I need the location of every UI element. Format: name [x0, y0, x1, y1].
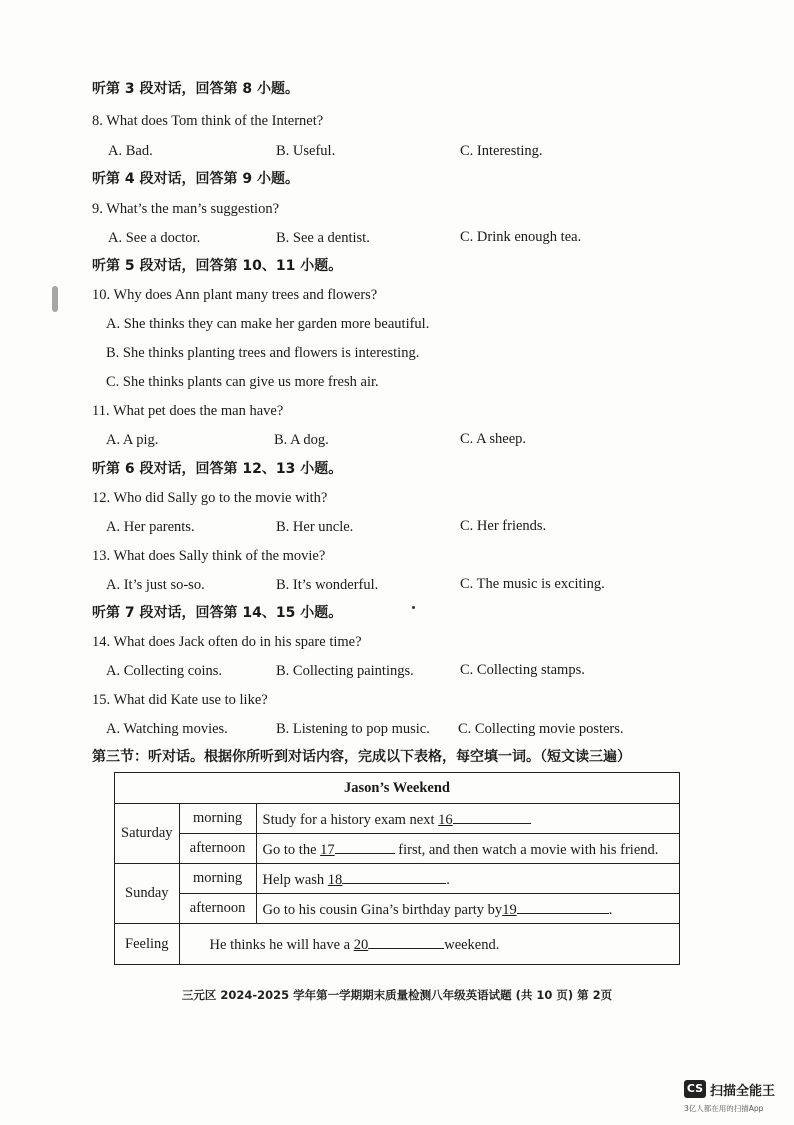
q11-option-b: B. A dog.: [274, 432, 329, 448]
sunday-afternoon-label: afternoon: [179, 894, 256, 924]
question-8: 8. What does Tom think of the Internet?: [92, 113, 324, 129]
question-10: 10. Why does Ann plant many trees and flowers?: [92, 287, 378, 303]
row-17-pre: Go to the: [262, 841, 317, 858]
question-15: 15. What did Kate use to like?: [92, 692, 268, 708]
section-heading-4: 听第 4 段对话，回答第 9 小题。: [92, 171, 299, 187]
row-17: [256, 834, 679, 864]
row-19-end: .: [608, 901, 613, 918]
q8-option-b: B. Useful.: [276, 143, 336, 159]
row-19: [256, 894, 679, 924]
q11-option-c: C. A sheep.: [460, 431, 527, 447]
page-footer: 三元区 2024-2025 学年第一学期期末质量检测八年级英语试题 (共 10 页) 第 2页: [181, 988, 613, 1002]
watermark-title: 扫描全能王: [710, 1084, 776, 1099]
row-20: [179, 924, 679, 965]
question-13: 13. What does Sally think of the movie?: [92, 548, 326, 564]
question-9: 9. What’s the man’s suggestion?: [92, 201, 279, 217]
q11-option-a: A. A pig.: [106, 432, 159, 448]
question-12: 12. Who did Sally go to the movie with?: [92, 490, 328, 506]
scan-smudge: [52, 286, 58, 312]
section-heading-part3: 第三节：听对话。根据你所听到对话内容，完成以下表格，每空填一词。（短文读三遍）: [92, 749, 631, 765]
section-heading-5: 听第 5 段对话，回答第 10、11 小题。: [92, 258, 343, 274]
q13-option-a: A. It’s just so-so.: [106, 577, 205, 593]
saturday-morning-label: morning: [179, 804, 256, 834]
row-18-text: Help wash: [262, 871, 325, 888]
question-11: 11. What pet does the man have?: [92, 403, 284, 419]
q9-option-c: C. Drink enough tea.: [460, 229, 582, 245]
blank-18[interactable]: 18: [328, 872, 447, 888]
q8-option-a: A. Bad.: [108, 143, 153, 159]
row-20-pre: He thinks he will have a: [209, 937, 351, 953]
blank-19[interactable]: 19: [502, 902, 609, 918]
watermark-subtitle: 3亿人都在用的扫描App: [684, 1104, 764, 1113]
row-20-post: weekend.: [444, 937, 500, 953]
row-16: [256, 804, 679, 834]
feeling-label: Feeling: [115, 924, 180, 965]
q9-option-b: B. See a dentist.: [276, 230, 370, 246]
row-18-end: .: [446, 871, 450, 888]
q12-option-c: C. Her friends.: [460, 518, 547, 534]
row-18: [256, 864, 679, 894]
section-heading-6: 听第 6 段对话，回答第 12、13 小题。: [92, 461, 343, 477]
blank-20[interactable]: 20: [354, 937, 445, 953]
weekend-table: [114, 772, 680, 965]
blank-16[interactable]: 16: [438, 812, 531, 828]
row-19-text: Go to his cousin Gina’s birthday party by: [262, 901, 503, 918]
q10-option-a: A. She thinks they can make her garden more beautiful.: [106, 316, 430, 332]
row-17-post: first, and then watch a movie with his friend.: [398, 841, 659, 858]
scan-dot: [412, 606, 415, 609]
q13-option-c: C. The music is exciting.: [460, 576, 605, 592]
row-16-text: Study for a history exam next: [262, 811, 435, 828]
saturday-label: Saturday: [115, 804, 180, 864]
q12-option-b: B. Her uncle.: [276, 519, 354, 535]
sunday-morning-label: morning: [179, 864, 256, 894]
q14-option-c: C. Collecting stamps.: [460, 662, 585, 678]
q13-option-b: B. It’s wonderful.: [276, 577, 379, 593]
blank-17[interactable]: 17: [320, 842, 395, 858]
camscanner-logo-icon: CS: [684, 1080, 706, 1098]
section-heading-7: 听第 7 段对话，回答第 14、15 小题。: [92, 605, 343, 621]
section-heading-3: 听第 3 段对话，回答第 8 小题。: [92, 81, 299, 97]
question-14: 14. What does Jack often do in his spare time?: [92, 634, 362, 650]
q10-option-c: C. She thinks plants can give us more fresh air.: [106, 374, 379, 390]
q10-option-b: B. She thinks planting trees and flowers is interesting.: [106, 345, 420, 361]
table-title: Jason’s Weekend: [115, 773, 680, 804]
saturday-afternoon-label: afternoon: [179, 834, 256, 864]
q14-option-a: A. Collecting coins.: [106, 663, 222, 679]
q12-option-a: A. Her parents.: [106, 519, 195, 535]
q14-option-b: B. Collecting paintings.: [276, 663, 414, 679]
q15-option-a: A. Watching movies.: [106, 721, 228, 737]
q15-option-b: B. Listening to pop music.: [276, 721, 430, 737]
q9-option-a: A. See a doctor.: [108, 230, 201, 246]
q8-option-c: C. Interesting.: [460, 143, 543, 159]
q15-option-c: C. Collecting movie posters.: [458, 721, 624, 737]
sunday-label: Sunday: [115, 864, 180, 924]
